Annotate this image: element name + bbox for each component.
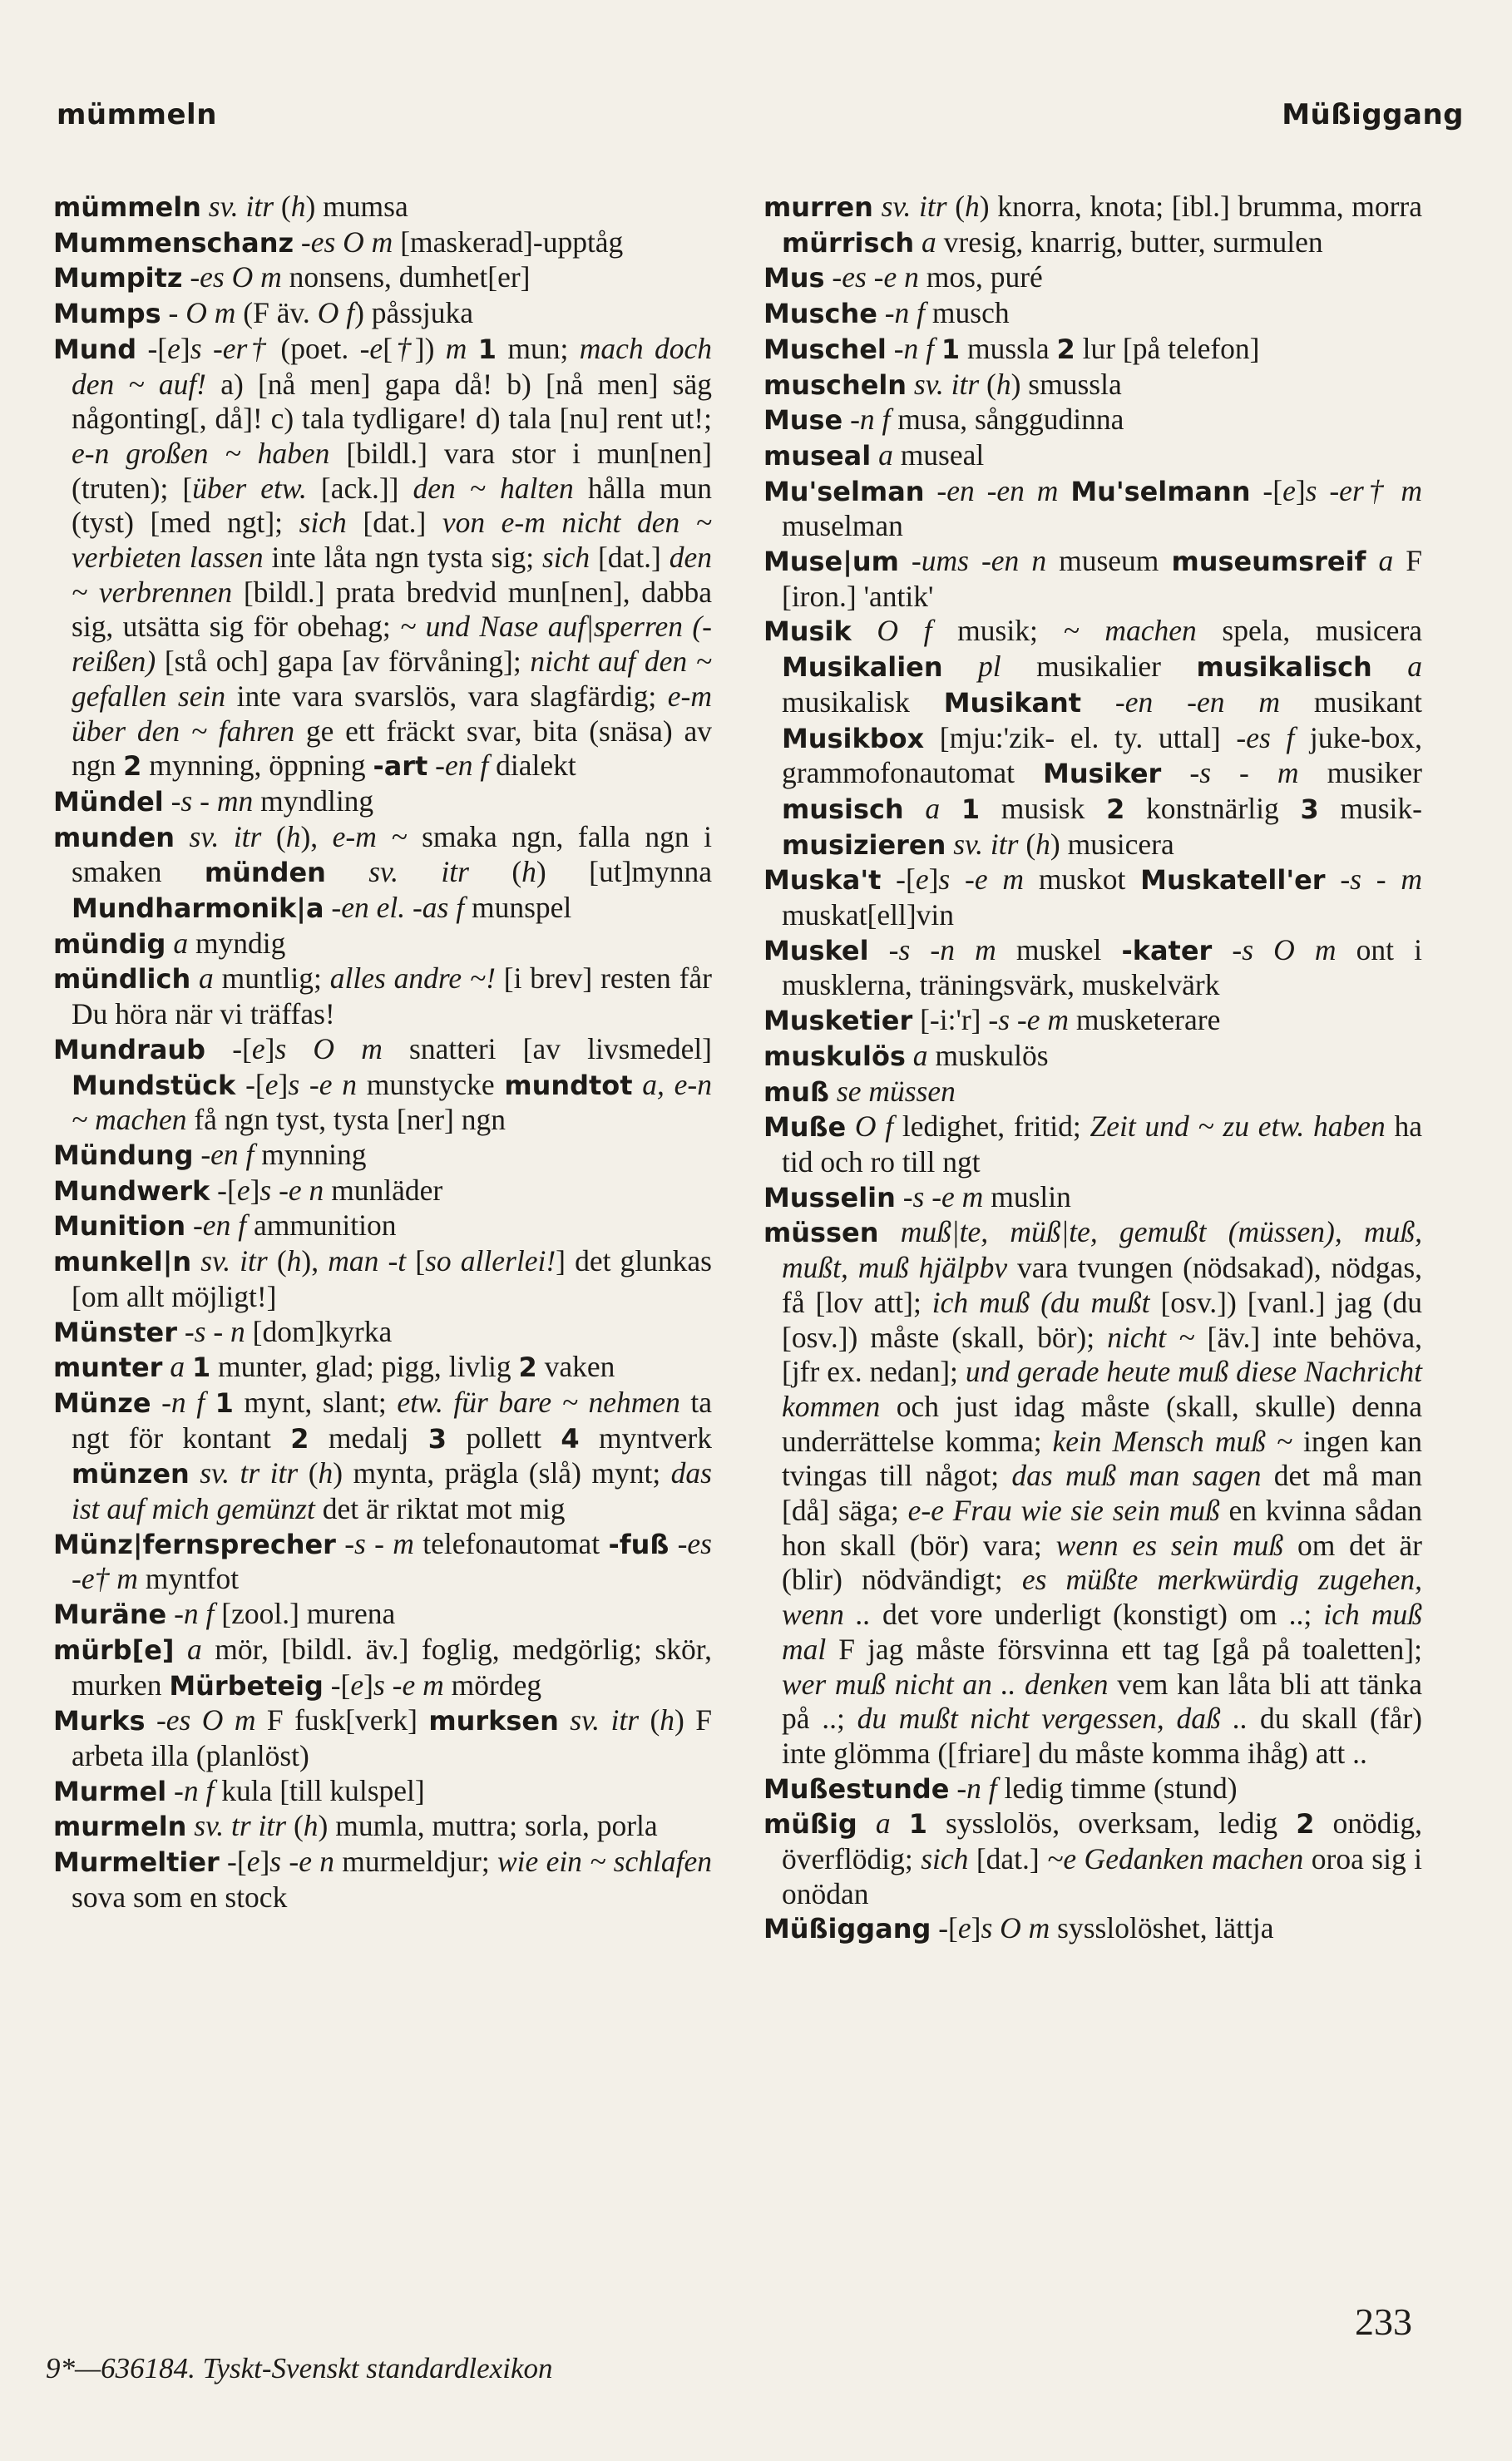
dictionary-entry: muß se müssen	[763, 1074, 956, 1108]
dictionary-entry: Münz|fernsprecher -s - m telefonautomat -fuß -es -e† m myntfot	[53, 1526, 712, 1596]
dictionary-entry: Mus -es -e n mos, puré	[763, 260, 1043, 294]
dictionary-entry: Muse|um -ums -en n museum museumsreif a F [iron.] 'antik'	[763, 544, 1423, 613]
dictionary-entry: Muschel -n f 1 mussla 2 lur [på telefon]	[763, 331, 1260, 365]
dictionary-entry: Mußestunde -n f ledig timme (stund)	[763, 1771, 1238, 1805]
dictionary-entry: Mündel -s - mn myndling	[53, 783, 374, 818]
dictionary-entry: müßig a 1 sysslolös, overksam, ledig 2 onödig, överflödig; sich [dat.] ~e Gedanken machen oroa sig i onödan	[763, 1806, 1423, 1910]
dictionary-entry: Musik O f musik; ~ machen spela, musicera Musikalien pl musikalier musikalisch a musikalisk Musikant -en -en m musikant Musikbox [mju:'zik- el. ty. uttal] -es f juke-box, grammofonautomat Musiker -s - m musiker musisch a 1 musisk 2 konstnärlig 3 musik- musizieren sv. itr (h) musicera	[763, 614, 1423, 861]
dictionary-entry: Mundraub -[e]s O m snatteri [av livsmedel] Mundstück -[e]s -e n munstycke mundtot a, e-n ~ machen få ngn tyst, tysta [ner] ngn	[53, 1031, 713, 1137]
dictionary-entry: Musche -n f musch	[763, 296, 1010, 330]
dictionary-entry: Münster -s - n [dom]kyrka	[53, 1314, 393, 1348]
dictionary-entry: Mündung -en f mynning	[53, 1137, 367, 1171]
dictionary-entry: Muräne -n f [zool.] murena	[53, 1597, 396, 1631]
dictionary-column-right	[763, 190, 1422, 1947]
dictionary-entry: munkel|n sv. itr (h), man -t [so allerlei!] det glunkas [om allt möjligt!]	[53, 1244, 712, 1313]
dictionary-entry: Muska't -[e]s -e m muskot Muskatell'er -s - m muskat[ell]vin	[763, 862, 1422, 932]
dictionary-entry: Mundwerk -[e]s -e n munläder	[53, 1173, 443, 1207]
dictionary-entry: Musketier [-i:'r] -s -e m musketerare	[763, 1003, 1221, 1037]
running-head-left: mümmeln	[57, 98, 217, 131]
dictionary-entry: mürb[e] a mör, [bildl. äv.] foglig, medgörlig; skör, murken Mürbeteig -[e]s -e m mördeg	[53, 1632, 712, 1702]
dictionary-entry: Munition -en f ammunition	[53, 1208, 397, 1243]
dictionary-entry: Mu'selman -en -en m Mu'selmann -[e]s -er† m muselman	[763, 473, 1423, 543]
running-head-right: Müßiggang	[1282, 98, 1464, 131]
dictionary-entry: Mumpitz -es O m nonsens, dumhet[er]	[53, 260, 531, 294]
dictionary-entry: Musselin -s -e m muslin	[763, 1179, 1071, 1213]
footer-imprint: 9*—636184. Tyskt-Svenskt standardlexikon	[46, 2352, 553, 2384]
dictionary-entry: mündig a myndig	[53, 926, 286, 960]
dictionary-entry: Mund -[e]s -er† (poet. -e[†]) m 1 mun; mach doch den ~ auf! a) [nå men] gapa då! b) [nå men] säg någonting[, då]! c) tala tydligare! d) tala [nu] rent ut!; e-n großen ~ haben [bildl.] vara stor i mun[nen] (truten); [über etw. [ack.]] den ~ halten hålla mun (tyst) [med ngt]; sich [dat.] von e-m nicht den ~ verbieten lassen inte låta ngn tysta sig; sich [dat.] den ~ verbrennen [bildl.] prata bredvid mun[nen], dabba sig, utsätta sig för obehag; ~ und Nase auf|sperren (-reißen) [stå och] gapa [av förvåning]; nicht auf den ~ gefallen sein inte vara svarslös, vara slagfärdig; e-m über den ~ fahren ge ett fräckt svar, bita (snäsa) av ngn 2 mynning, öppning -art -en f dialekt	[53, 331, 713, 783]
dictionary-column-left	[53, 190, 712, 1915]
dictionary-entry: Mummenschanz -es O m [maskerad]-upptåg	[53, 225, 624, 259]
dictionary-entry: muscheln sv. itr (h) smussla	[763, 367, 1122, 401]
dictionary-entry: munter a 1 munter, glad; pigg, livlig 2 vaken	[53, 1350, 615, 1384]
dictionary-entry: Muße O f ledighet, fritid; Zeit und ~ zu etw. haben ha tid och ro till ngt	[763, 1109, 1423, 1179]
dictionary-entry: Muskel -s -n m muskel -kater -s O m ont i musklerna, träningsvärk, muskelvärk	[763, 932, 1422, 1002]
page-number: 233	[1355, 2300, 1412, 2343]
dictionary-entry: Mumps - O m (F äv. O f) påssjuka	[53, 296, 474, 330]
dictionary-entry: munden sv. itr (h), e-m ~ smaka ngn, falla ngn i smaken münden sv. itr (h) [ut]mynna Mundharmonik|a -en el. -as f munspel	[53, 819, 713, 925]
dictionary-entry: Münze -n f 1 mynt, slant; etw. für bare ~ nehmen ta ngt för kontant 2 medalj 3 pollett 4 myntverk münzen sv. tr itr (h) mynta, prägla (slå) mynt; das ist auf mich gemünzt det är riktat mot mig	[53, 1385, 713, 1526]
dictionary-entry: Murmel -n f kula [till kulspel]	[53, 1773, 425, 1807]
dictionary-entry: mündlich a muntlig; alles andre ~! [i brev] resten får Du höra när vi träffas!	[53, 961, 713, 1031]
dictionary-entry: murmeln sv. tr itr (h) mumla, muttra; sorla, porla	[53, 1809, 658, 1843]
dictionary-entry: Murmeltier -[e]s -e n murmeldjur; wie ein ~ schlafen sova som en stock	[53, 1845, 712, 1914]
dictionary-entry: Muse -n f musa, sånggudinna	[763, 403, 1124, 437]
dictionary-entry: mümmeln sv. itr (h) mumsa	[53, 190, 408, 223]
dictionary-entry: murren sv. itr (h) knorra, knota; [ibl.] brumma, morra mürrisch a vresig, knarrig, butter, surmulen	[763, 190, 1422, 259]
dictionary-entry: museal a museal	[763, 437, 985, 472]
dictionary-entry: Müßiggang -[e]s O m sysslolöshet, lättja	[763, 1911, 1274, 1945]
dictionary-entry: muskulös a muskulös	[763, 1038, 1049, 1072]
dictionary-entry: Murks -es O m F fusk[verk] murksen sv. itr (h) F arbeta illa (planlöst)	[53, 1703, 713, 1772]
dictionary-entry: müssen muß|te, müß|te, gemußt (müssen), muß, mußt, muß hjälpbv vara tvungen (nödsakad), nödgas, få [lov att]; ich muß (du mußt [osv.]) [vanl.] jag (du [osv.]) måste (skall, bör); nicht ~ [äv.] inte behöva, [jfr ex. nedan]; und gerade heute muß diese Nachricht kommen och just idag måste (skall, skulle) denna underrättelse komma; kein Mensch muß ~ ingen kan tvingas till något; das muß man sagen det må man [då] säga; e-e Frau wie sie sein muß en kvinna sådan hon skall (bör) vara; wenn es sein muß om det är (blir) nödvändigt; es müßte merkwürdig zugehen, wenn .. det vore underligt (konstigt) om ..; ich muß mal F jag måste försvinna ett tag [gå på toaletten]; wer muß nicht an .. denken vem kan låta bli att tänka på ..; du mußt nicht vergessen, daß .. du skall (får) inte glömma ([friare] du måste komma ihåg) att ..	[763, 1215, 1423, 1770]
